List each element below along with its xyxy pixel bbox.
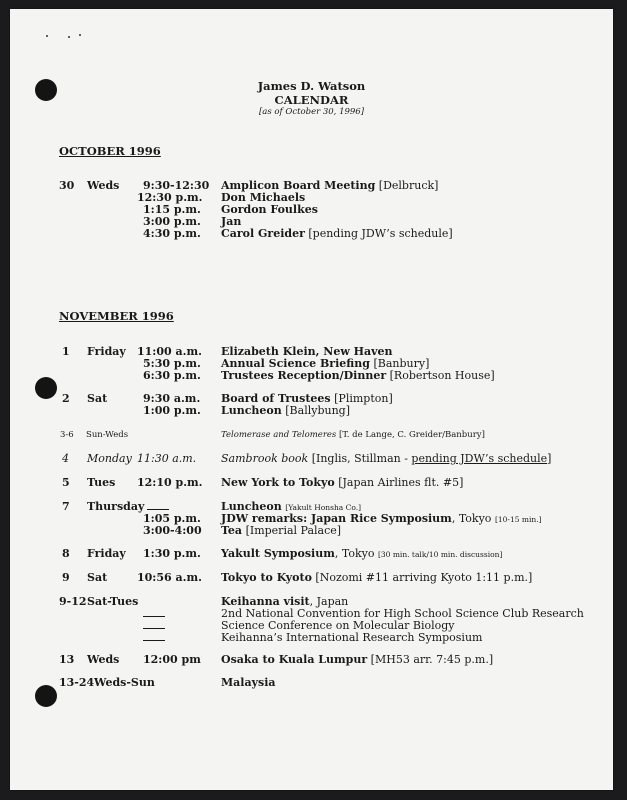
entry-time: 1:30 p.m. xyxy=(143,547,201,560)
entry-note: [MH53 arr. 7:45 p.m.] xyxy=(370,653,494,666)
entry-dow: Weds xyxy=(87,179,120,192)
entry-event: New York to Tokyo xyxy=(221,476,335,489)
entry-dow: Sat xyxy=(87,571,108,584)
entry-day: 9 xyxy=(62,571,70,584)
entry-row xyxy=(10,476,613,489)
entry-time: 3:00-4:00 xyxy=(143,524,202,537)
entry-dow: Friday xyxy=(87,547,126,560)
entry-event: Gordon Foulkes xyxy=(221,203,318,216)
entry-note: [Nozomi #11 arriving Kyoto 1:11 p.m.] xyxy=(315,571,533,584)
entry-time: 11:30 a.m. xyxy=(137,452,197,465)
entry-time: 12:10 p.m. xyxy=(137,476,203,489)
entry-row xyxy=(10,429,613,442)
entry-day: 13 xyxy=(59,653,75,666)
entry-time: 11:00 a.m. xyxy=(137,345,202,358)
entry-note: [30 min. talk/10 min. discussion] xyxy=(377,550,503,559)
time-blank xyxy=(143,619,165,629)
entry-note: [Plimpton] xyxy=(334,392,393,405)
entry-event: Luncheon xyxy=(221,404,282,417)
entry-time: 6:30 p.m. xyxy=(143,369,201,382)
entry-row xyxy=(10,571,613,584)
document-page xyxy=(10,9,613,790)
entry-dow: Weds xyxy=(87,653,120,666)
time-blank xyxy=(143,631,165,641)
entry-event: Keihanna visit xyxy=(221,595,310,608)
entry-event: Board of Trustees xyxy=(221,392,331,405)
speck xyxy=(46,35,48,37)
entry-time: 9:30-12:30 xyxy=(143,179,210,192)
entry-time: 3:00 p.m. xyxy=(143,215,201,228)
entry-time: 12:00 pm xyxy=(143,653,201,666)
entry-event: Amplicon Board Meeting xyxy=(221,179,376,192)
entry-row xyxy=(10,369,613,382)
entry-note-underlined: pending JDW’s schedule xyxy=(411,452,548,465)
entry-day: 1 xyxy=(62,345,70,358)
entry-note: ] xyxy=(547,452,552,465)
entry-sub-event: Keihanna’s International Research Symposium xyxy=(221,631,483,644)
entry-event: Annual Science Briefing xyxy=(221,357,370,370)
entry-event: Tea xyxy=(221,524,243,537)
entry-note: [Banbury] xyxy=(373,357,430,370)
entry-day: 8 xyxy=(62,547,70,560)
entry-note: [Delbruck] xyxy=(378,179,439,192)
entry-event: Jan xyxy=(221,215,242,228)
entry-time: 4:30 p.m. xyxy=(143,227,201,240)
entry-day: 4 xyxy=(62,452,69,465)
entry-time: 10:56 a.m. xyxy=(137,571,202,584)
month-heading-november: NOVEMBER 1996 xyxy=(59,309,174,323)
entry-dow: Friday xyxy=(87,345,126,358)
entry-day: 13-24 xyxy=(59,676,95,689)
entry-sub-event: 2nd National Convention for High School Science Club Research xyxy=(221,607,584,620)
entry-note: [pending JDW’s schedule] xyxy=(308,227,453,240)
entry-event: Telomerase and Telomeres xyxy=(221,430,337,440)
entry-event: Carol Greider xyxy=(221,227,305,240)
entry-sub-event: Science Conference on Molecular Biology xyxy=(221,619,455,632)
entry-time: 1:05 p.m. xyxy=(143,512,201,525)
entry-event: JDW remarks: Japan Rice Symposium xyxy=(221,512,452,525)
entry-note: [Robertson House] xyxy=(389,369,495,382)
entry-event: Luncheon xyxy=(221,500,282,513)
entry-event: Don Michaels xyxy=(221,191,306,204)
entry-dow: Monday xyxy=(87,452,132,465)
entry-event: Trustees Reception/Dinner xyxy=(221,369,387,382)
entry-row xyxy=(10,547,613,560)
entry-location: , Tokyo xyxy=(451,512,492,525)
entry-event: Tokyo to Kyoto xyxy=(221,571,312,584)
entry-note: [Ballybung] xyxy=(285,404,350,417)
entry-time: 12:30 p.m. xyxy=(137,191,203,204)
entry-row xyxy=(10,404,613,417)
entry-time: 1:00 p.m. xyxy=(143,404,201,417)
entry-note: [Imperial Palace] xyxy=(245,524,342,537)
time-blank xyxy=(147,500,169,510)
entry-location: , Tokyo xyxy=(334,547,375,560)
calendar-owner: James D. Watson xyxy=(257,79,366,93)
entry-row xyxy=(10,227,613,240)
entry-day: 7 xyxy=(62,500,70,513)
entry-note: [Inglis, Stillman - xyxy=(311,452,412,465)
entry-dow: Thursday xyxy=(87,500,145,513)
entry-location: , Japan xyxy=(309,595,349,608)
calendar-as-of: [as of October 30, 1996] xyxy=(258,107,365,117)
entry-day: 3-6 xyxy=(60,430,74,440)
entry-time: 9:30 a.m. xyxy=(143,392,201,405)
speck xyxy=(79,34,81,36)
entry-day: 5 xyxy=(62,476,70,489)
entry-note: [T. de Lange, C. Greider/Banbury] xyxy=(339,430,485,440)
entry-time: 1:15 p.m. xyxy=(143,203,201,216)
entry-time: 5:30 p.m. xyxy=(143,357,201,370)
entry-dow: Sat-Tues xyxy=(87,595,139,608)
entry-day: 30 xyxy=(59,179,75,192)
calendar-title: CALENDAR xyxy=(274,93,349,107)
entry-event: Osaka to Kuala Lumpur xyxy=(221,653,368,666)
entry-day: 9-12 xyxy=(59,595,87,608)
entry-event: Elizabeth Klein, New Haven xyxy=(221,345,393,358)
entry-note: [Yakult Honsha Co.] xyxy=(285,503,362,512)
entry-note: [Japan Airlines flt. #5] xyxy=(338,476,464,489)
entry-dow: Tues xyxy=(87,476,116,489)
entry-event: Yakult Symposium xyxy=(221,547,335,560)
entry-event: Malaysia xyxy=(221,676,276,689)
entry-event: Sambrook book xyxy=(221,452,309,465)
entry-day: 2 xyxy=(62,392,70,405)
entry-row xyxy=(10,524,613,537)
speck xyxy=(68,36,70,38)
entry-row xyxy=(10,676,613,689)
month-heading-october: OCTOBER 1996 xyxy=(59,144,161,158)
entry-row xyxy=(10,653,613,666)
entry-note: [10-15 min.] xyxy=(494,515,542,524)
entry-dow: Weds-Sun xyxy=(94,676,155,689)
entry-row xyxy=(10,631,613,644)
entry-row xyxy=(10,452,613,465)
time-blank xyxy=(143,607,165,617)
entry-dow: Sat xyxy=(87,392,108,405)
entry-dow: Sun-Weds xyxy=(86,430,129,440)
